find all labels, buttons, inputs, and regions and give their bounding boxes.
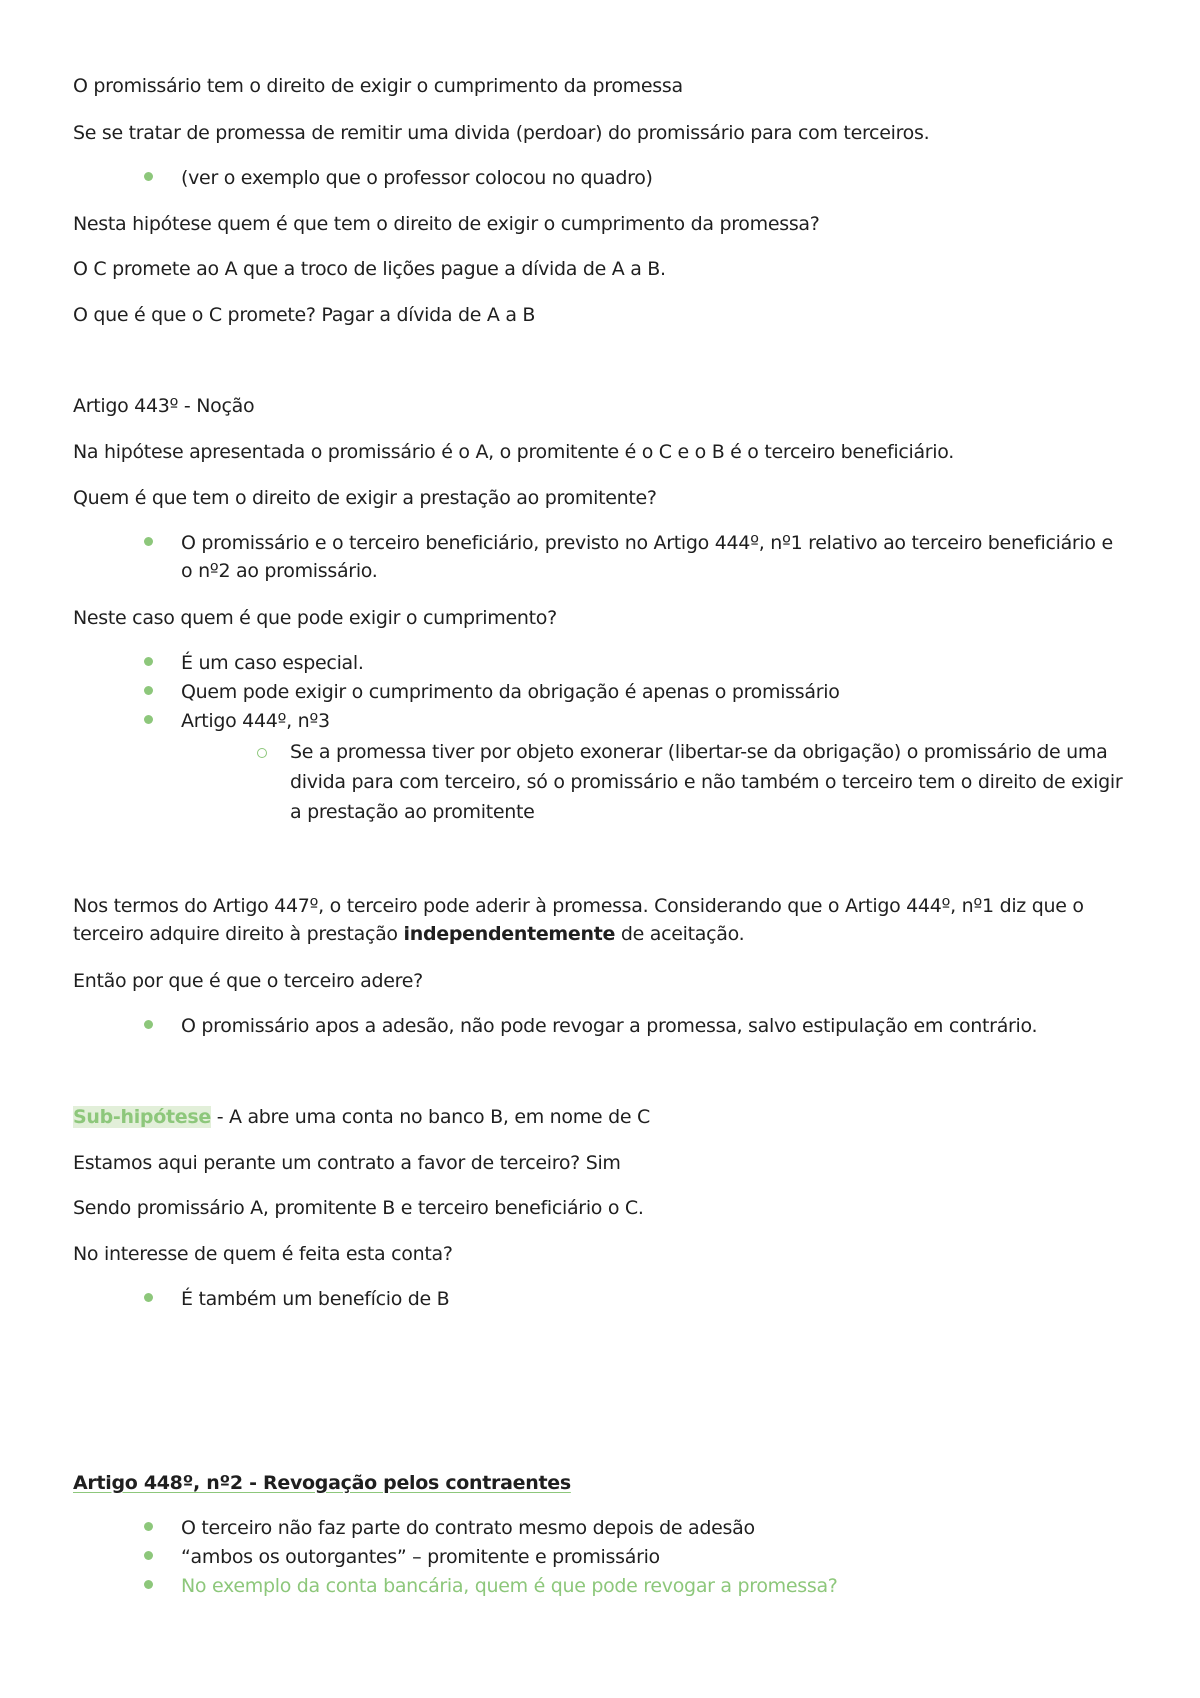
paragraph: No interesse de quem é feita esta conta?	[73, 1243, 453, 1265]
bullet-icon	[144, 715, 153, 724]
paragraph: O C promete ao A que a troco de lições pague a dívida de A a B.	[73, 258, 666, 280]
paragraph: O promissário tem o direito de exigir o cumprimento da promessa	[73, 75, 683, 97]
paragraph	[73, 1103, 650, 1131]
bullet-icon	[144, 657, 153, 666]
list-item: Quem pode exigir o cumprimento da obrigação é apenas o promissário	[181, 681, 840, 703]
paragraph: Se se tratar de promessa de remitir uma divida (perdoar) do promissário para com terceiros.	[73, 122, 930, 144]
bullet-icon	[144, 1580, 153, 1589]
bullet-icon	[144, 172, 153, 181]
underlined-heading: Artigo 448º, nº2 - Revogação pelos contraentes	[73, 1472, 571, 1494]
bullet-icon	[144, 1020, 153, 1029]
list-item: “ambos os outorgantes” – promitente e promissário	[181, 1546, 660, 1568]
sub-list-item: Se a promessa tiver por objeto exonerar (libertar-se da obrigação) o promissário de uma divida para com terceiro, só o promissário e não também o terceiro tem o direito de exigir a prestação ao promitente	[290, 741, 1123, 823]
paragraph: Sendo promissário A, promitente B e terceiro beneficiário o C.	[73, 1197, 644, 1219]
paragraph: Então por que é que o terceiro adere?	[73, 970, 423, 992]
list-item: É também um benefício de B	[181, 1288, 450, 1310]
paragraph: Neste caso quem é que pode exigir o cumprimento?	[73, 607, 557, 629]
list-item: Artigo 444º, nº3	[181, 710, 330, 732]
bullet-icon	[144, 1293, 153, 1302]
list-item: É um caso especial.	[181, 652, 364, 674]
bold-text: independentemente	[403, 923, 616, 945]
paragraph-text: Nos termos do Artigo 447º, o terceiro pode aderir à promessa. Considerando que o Artigo 444º, nº1 diz que o terceiro adquire direito à prestação	[73, 895, 1084, 945]
paragraph: Quem é que tem o direito de exigir a prestação ao promitente?	[73, 487, 657, 509]
paragraph: Nesta hipótese quem é que tem o direito de exigir o cumprimento da promessa?	[73, 213, 820, 235]
paragraph	[73, 892, 1133, 948]
paragraph: Estamos aqui perante um contrato a favor de terceiro? Sim	[73, 1152, 621, 1174]
section-heading	[73, 1469, 571, 1497]
paragraph: Na hipótese apresentada o promissário é o A, o promitente é o C e o B é o terceiro beneficiário.	[73, 441, 955, 463]
list-item: O promissário apos a adesão, não pode revogar a promessa, salvo estipulação em contrário.	[181, 1015, 1038, 1037]
list-item: O promissário e o terceiro beneficiário, previsto no Artigo 444º, nº1 relativo ao terceiro beneficiário e o nº2 ao promissário.	[181, 532, 1113, 582]
list-item: (ver o exemplo que o professor colocou no quadro)	[181, 167, 653, 189]
paragraph-text: de aceitação.	[615, 923, 745, 945]
list-item: O terceiro não faz parte do contrato mesmo depois de adesão	[181, 1517, 755, 1539]
bullet-icon	[144, 1551, 153, 1560]
highlighted-label: Sub-hipótese	[73, 1106, 211, 1128]
sub-bullet-icon	[257, 748, 267, 758]
heading: Artigo 443º - Noção	[73, 395, 255, 417]
bullet-icon	[144, 686, 153, 695]
paragraph: O que é que o C promete? Pagar a dívida de A a B	[73, 304, 536, 326]
list-item-question: No exemplo da conta bancária, quem é que pode revogar a promessa?	[181, 1575, 838, 1597]
bullet-icon	[144, 537, 153, 546]
bullet-icon	[144, 1522, 153, 1531]
paragraph-text: - A abre uma conta no banco B, em nome de C	[210, 1106, 650, 1128]
